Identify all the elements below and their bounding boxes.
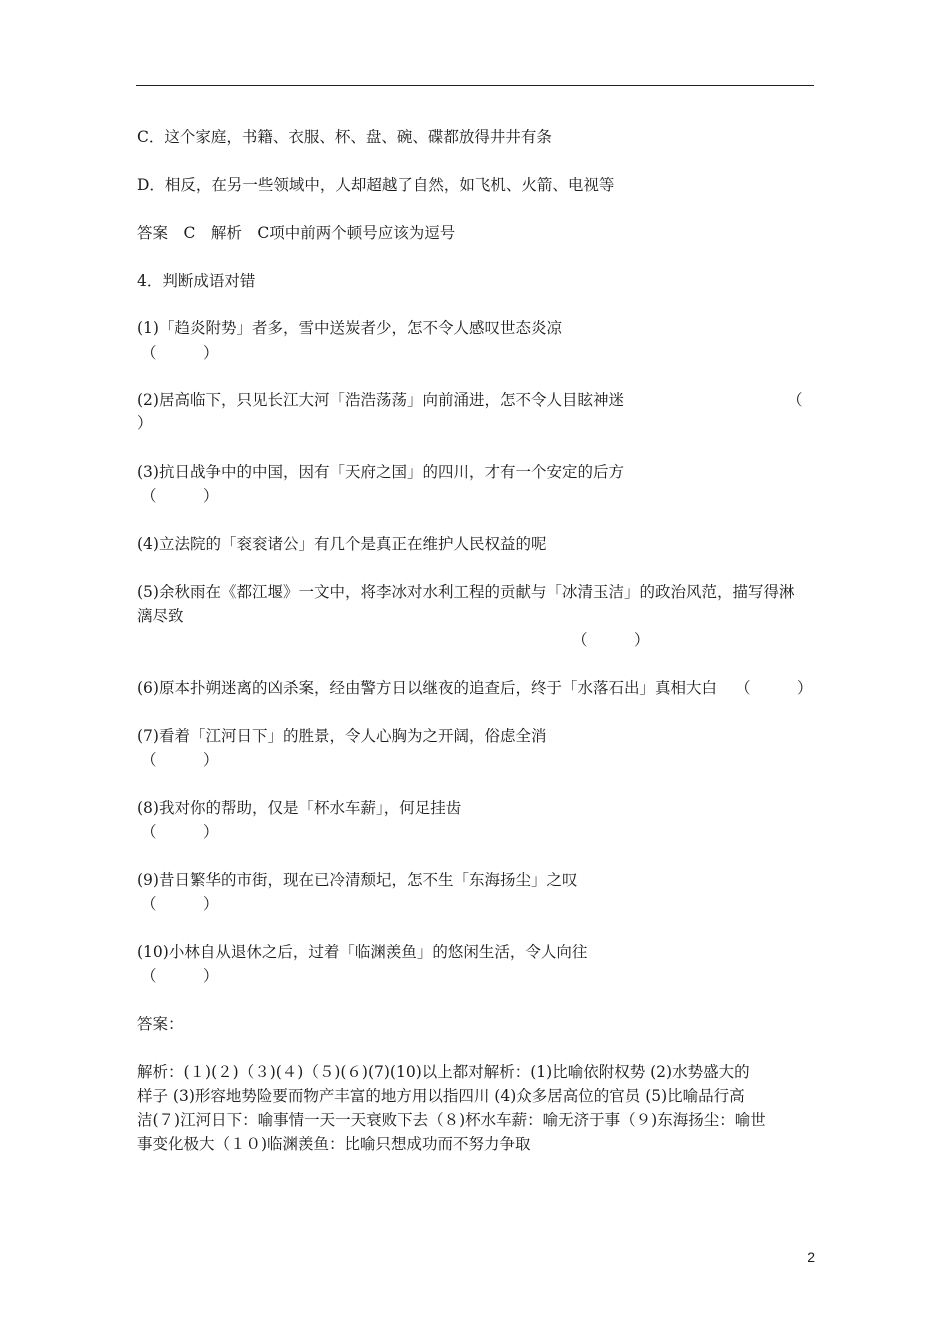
explanation-line-3: 洁(７)江河日下：喻事情一天一天衰败下去（８)杯水车薪：喻无济于事（９)东海扬尘：喻世: [137, 1111, 766, 1129]
explanation-line-2: 样子 (3)形容地势险要而物产丰富的地方用以指四川 (4)众多居高位的官员 (5)比喻品行高: [137, 1087, 745, 1105]
item-5-bracket: （ ）: [572, 631, 650, 649]
item-6-text: (6)原本扑朔迷离的凶杀案，经由警方日以继夜的追查后，终于「水落石出」真相大白: [137, 679, 717, 697]
item-3-bracket: （ ）: [141, 487, 219, 505]
answer-3: 答案 C 解析 C项中前两个顿号应该为逗号: [137, 224, 456, 242]
item-2-text: (2)居高临下，只见长江大河「浩浩荡荡」向前涌进，怎不令人目眩神迷: [137, 391, 624, 409]
item-1-text: (1)「趋炎附势」者多，雪中送炭者少，怎不令人感叹世态炎凉: [137, 319, 562, 337]
item-1-bracket: （ ）: [141, 344, 219, 362]
page-number: 2: [807, 1249, 815, 1265]
item-5-text-continued: 漓尽致: [137, 607, 184, 625]
header-rule: [136, 85, 814, 86]
item-7-text: (7)看着「江河日下」的胜景，令人心胸为之开阔，俗虑全消: [137, 727, 547, 745]
item-9-text: (9)昔日繁华的市街，现在已冷清颓圮，怎不生「东海扬尘」之叹: [137, 871, 578, 889]
explanation-line-4: 事变化极大（１０)临渊羡鱼：比喻只想成功而不努力争取: [137, 1135, 531, 1153]
item-8-text: (8)我对你的帮助，仅是「杯水车薪」，何足挂齿: [137, 799, 462, 817]
option-c: C．这个家庭，书籍、衣服、杯、盘、碗、碟都放得井井有条: [137, 128, 552, 146]
item-2-bracket-open: （: [787, 391, 803, 409]
item-3-text: (3)抗日战争中的中国，因有「天府之国」的四川，才有一个安定的后方: [137, 463, 624, 481]
item-2-bracket-close: ）: [137, 414, 153, 432]
explanation-line-1: 解析：(１)(２)（３)(４)（５)(６)(7)(10)以上都对解析：(1)比喻依附权势 (2)水势盛大的: [137, 1063, 750, 1081]
item-10-bracket: （ ）: [141, 967, 219, 985]
item-6-bracket: （ ）: [735, 679, 813, 697]
item-5-text: (5)余秋雨在《都江堰》一文中，将李冰对水利工程的贡献与「冰清玉洁」的政治风范，描写得淋: [137, 583, 795, 601]
item-4-text: (4)立法院的「衮衮诸公」有几个是真正在维护人民权益的呢: [137, 535, 547, 553]
item-9-bracket: （ ）: [141, 895, 219, 913]
item-10-text: (10)小林自从退休之后，过着「临渊羡鱼」的悠闲生活，令人向往: [137, 943, 588, 961]
answer-4-label: 答案：: [137, 1015, 184, 1033]
item-8-bracket: （ ）: [141, 823, 219, 841]
question-4-title: 4．判断成语对错: [137, 272, 256, 290]
option-d: D．相反，在另一些领域中，人却超越了自然，如飞机、火箭、电视等: [137, 176, 615, 194]
item-7-bracket: （ ）: [141, 751, 219, 769]
